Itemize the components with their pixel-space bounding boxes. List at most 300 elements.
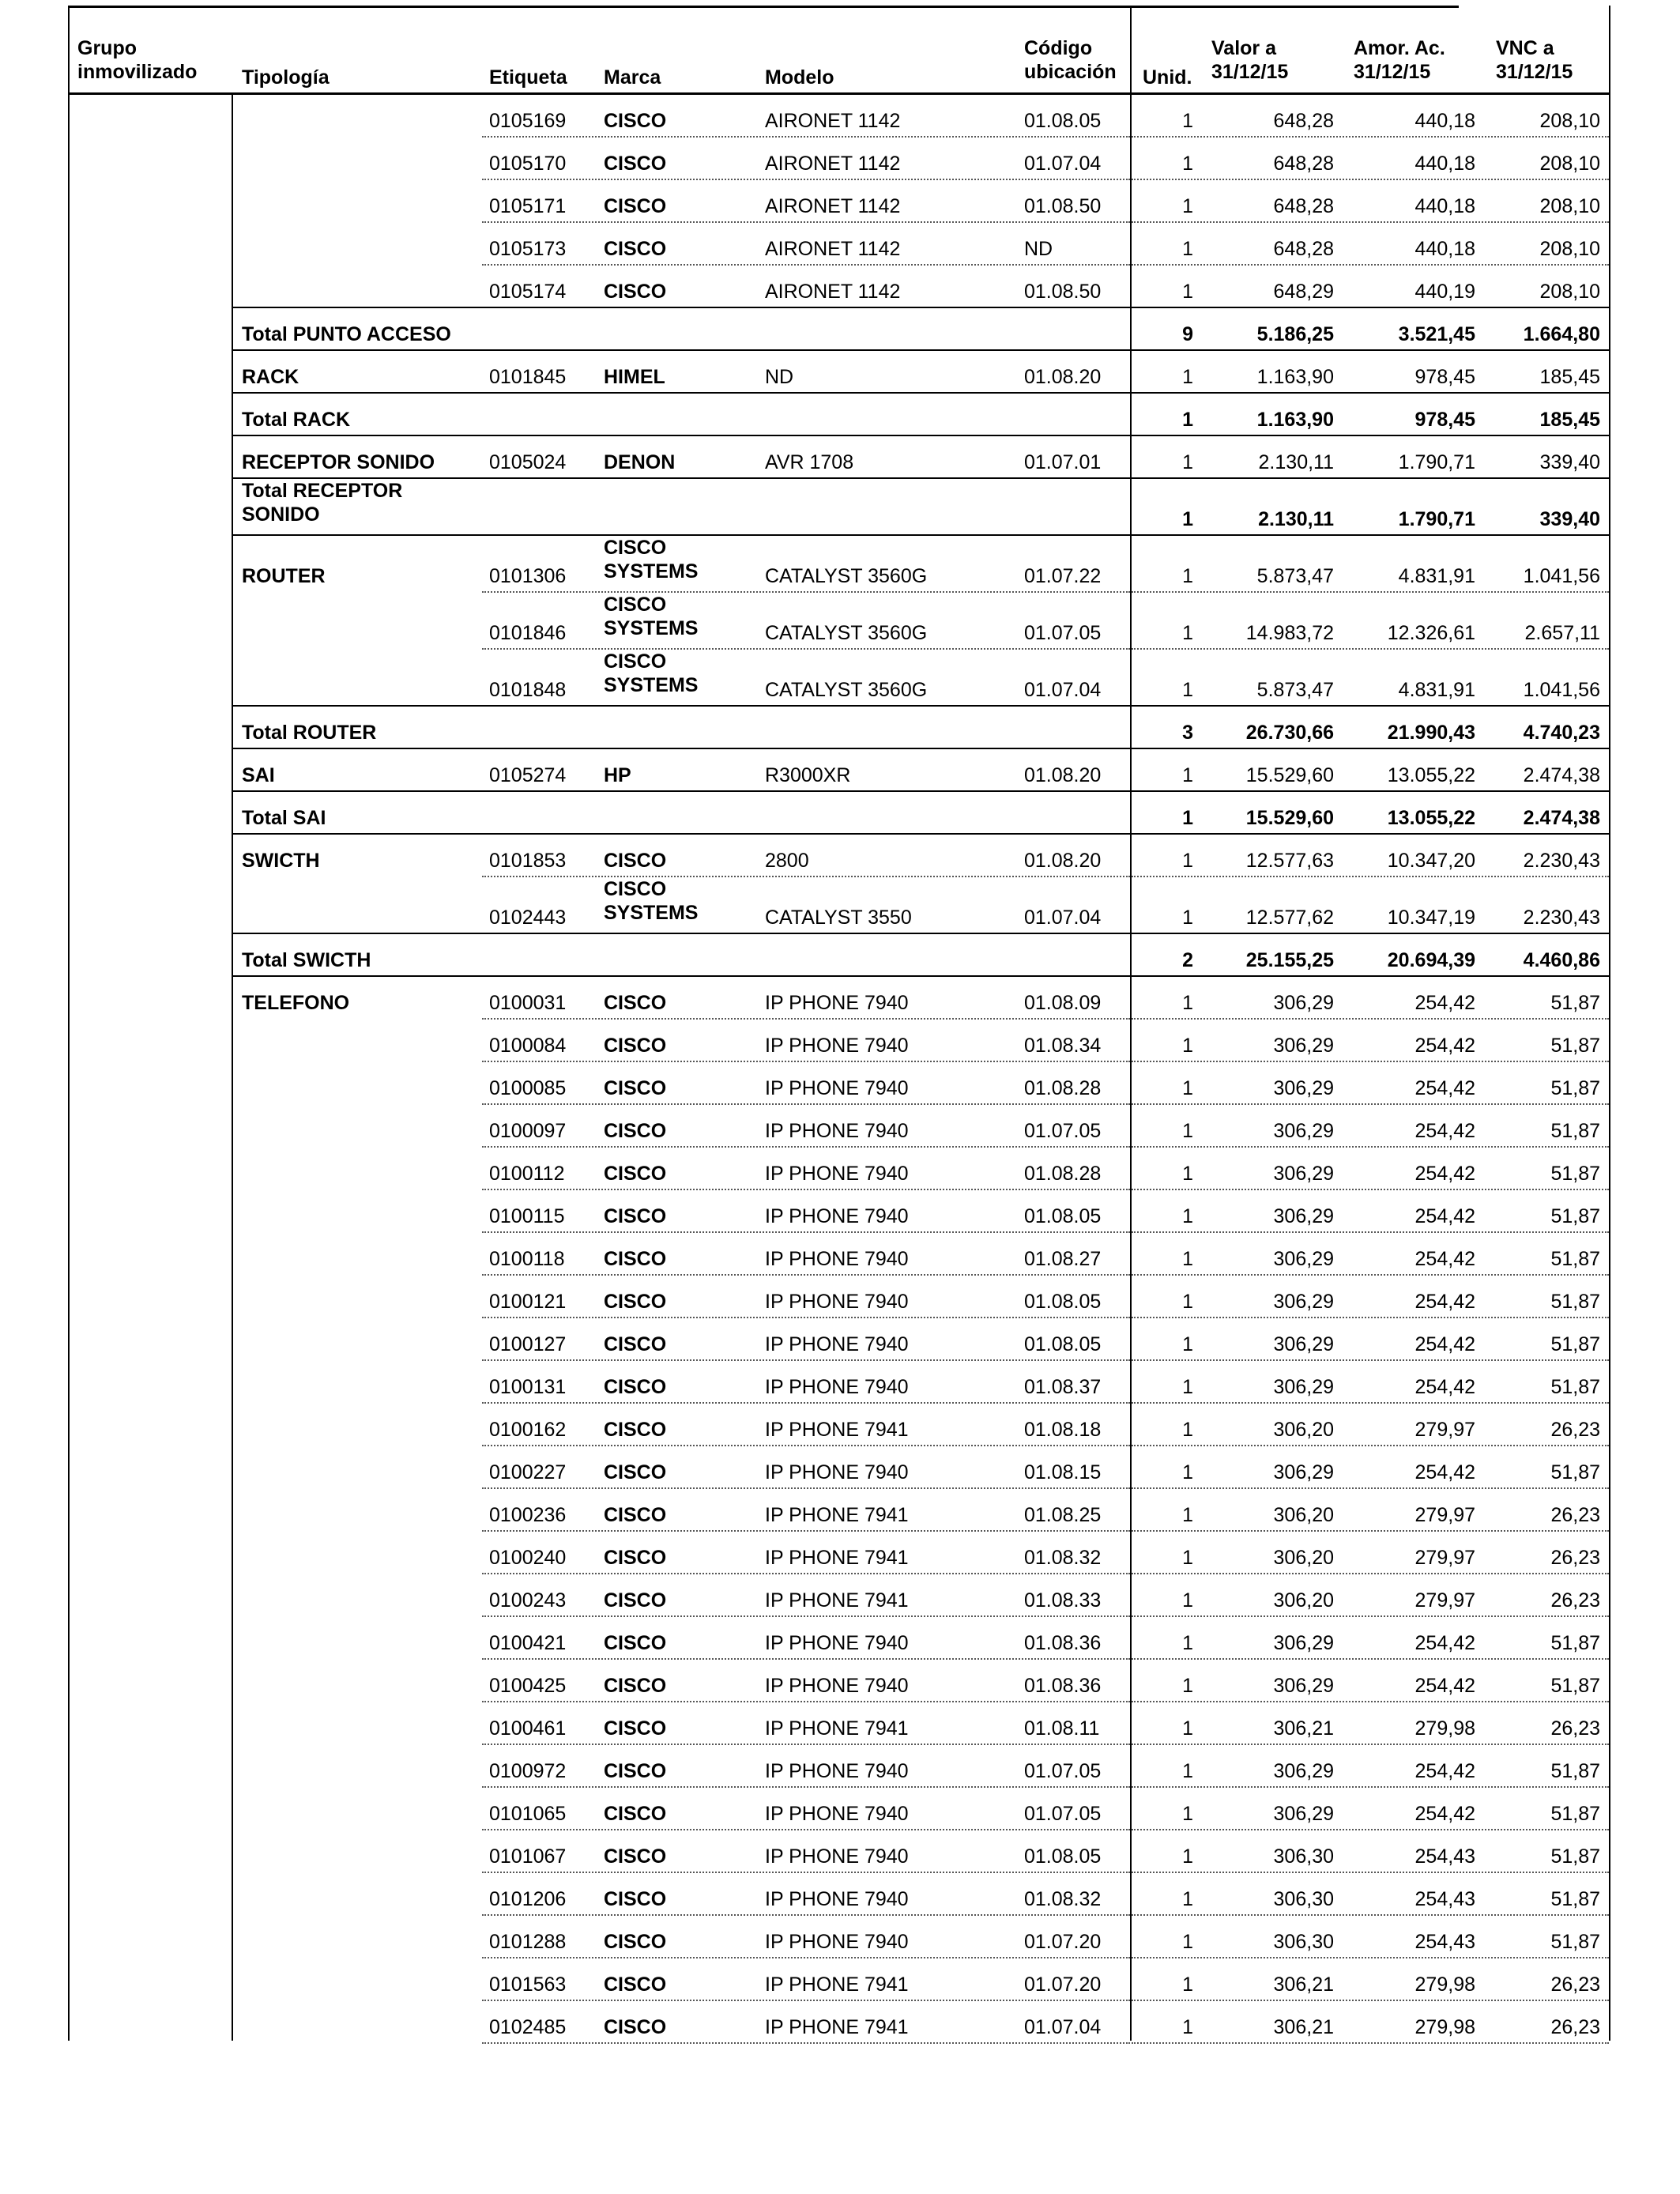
unid-cell: 1 <box>1182 1760 1193 1782</box>
modelo-cell: IP PHONE 7941 <box>765 1504 909 1526</box>
row-dotted-separator <box>482 1317 1130 1318</box>
valor-cell: 306,29 <box>1273 1461 1334 1483</box>
modelo-cell: IP PHONE 7940 <box>765 1248 909 1270</box>
etiqueta-cell: 0100121 <box>489 1291 567 1313</box>
amor-cell: 440,18 <box>1414 238 1475 260</box>
valor-cell: 306,21 <box>1273 2016 1334 2038</box>
unid-cell: 1 <box>1182 1803 1193 1825</box>
row-dotted-separator <box>1132 221 1609 223</box>
unid-cell: 1 <box>1182 1547 1193 1569</box>
row-dotted-separator <box>482 1487 1130 1489</box>
row-dotted-separator <box>482 1872 1130 1873</box>
unid-cell: 1 <box>1182 1035 1193 1057</box>
row-dotted-separator <box>482 264 1130 266</box>
amor-cell: 254,43 <box>1414 1931 1475 1953</box>
unid-cell: 1 <box>1182 1419 1193 1441</box>
modelo-cell: IP PHONE 7941 <box>765 2016 909 2038</box>
unid-cell: 1 <box>1182 1632 1193 1654</box>
amor-cell: 254,42 <box>1414 1291 1475 1313</box>
codigo-cell: 01.08.05 <box>1024 1291 1102 1313</box>
unid-cell: 1 <box>1182 1248 1193 1270</box>
amor-cell: 254,43 <box>1414 1888 1475 1910</box>
etiqueta-cell: 0100127 <box>489 1333 567 1355</box>
row-dotted-separator <box>1132 264 1609 266</box>
etiqueta-cell: 0100243 <box>489 1589 567 1612</box>
amor-cell: 10.347,20 <box>1387 850 1475 872</box>
unid-cell: 1 <box>1182 1931 1193 1953</box>
row-dotted-separator <box>482 1103 1130 1105</box>
modelo-cell: ND <box>765 366 794 388</box>
vnc-cell: 51,87 <box>1550 1333 1600 1355</box>
amor-cell: 254,42 <box>1414 1077 1475 1099</box>
unid-cell: 1 <box>1182 1205 1193 1227</box>
marca-cell: CISCO <box>604 2016 667 2038</box>
amor-cell: 279,97 <box>1414 1419 1475 1441</box>
valor-cell: 306,30 <box>1273 1931 1334 1953</box>
valor-cell: 306,29 <box>1273 1077 1334 1099</box>
header-vnc: VNC a 31/12/15 <box>1496 37 1573 83</box>
marca-cell: CISCO SYSTEMS <box>604 878 699 924</box>
valor-cell: 2.130,11 <box>1258 451 1334 473</box>
etiqueta-cell: 0100421 <box>489 1632 567 1654</box>
row-dotted-separator <box>1132 591 1609 593</box>
amor-cell: 254,42 <box>1414 1120 1475 1142</box>
tipologia-label: TELEFONO <box>242 992 350 1014</box>
unid-cell: 1 <box>1182 1461 1193 1483</box>
modelo-cell: IP PHONE 7940 <box>765 1931 909 1953</box>
vnc-cell: 26,23 <box>1550 1419 1600 1441</box>
row-dotted-separator <box>1132 876 1609 877</box>
amor-cell: 254,42 <box>1414 1461 1475 1483</box>
unid-cell: 1 <box>1182 850 1193 872</box>
vnc-cell: 26,23 <box>1550 1717 1600 1740</box>
row-dotted-separator <box>482 1231 1130 1233</box>
valor-cell: 648,28 <box>1273 153 1334 175</box>
marca-cell: DENON <box>604 451 676 473</box>
marca-cell: CISCO <box>604 1419 667 1441</box>
row-dotted-separator <box>1132 1786 1609 1788</box>
row-dotted-separator <box>1132 648 1609 650</box>
row-dotted-separator <box>1132 179 1609 180</box>
total-unid: 1 <box>1182 807 1193 829</box>
vnc-cell: 51,87 <box>1550 1888 1600 1910</box>
vnc-cell: 51,87 <box>1550 1845 1600 1868</box>
vnc-cell: 51,87 <box>1550 1675 1600 1697</box>
codigo-cell: 01.07.01 <box>1024 451 1102 473</box>
amor-cell: 254,43 <box>1414 1845 1475 1868</box>
total-label: Total SWICTH <box>242 949 371 971</box>
row-dotted-separator <box>482 591 1130 593</box>
etiqueta-cell: 0105024 <box>489 451 567 473</box>
header-tipologia: Tipología <box>242 66 330 89</box>
row-dotted-separator <box>1132 1231 1609 1233</box>
vnc-cell: 26,23 <box>1550 1973 1600 1996</box>
unid-cell: 1 <box>1182 1163 1193 1185</box>
row-dotted-separator <box>1132 1061 1609 1062</box>
modelo-cell: IP PHONE 7940 <box>765 1675 909 1697</box>
row-dotted-separator <box>482 1530 1130 1532</box>
row-dotted-separator <box>1132 2000 1609 2001</box>
etiqueta-cell: 0101845 <box>489 366 567 388</box>
codigo-cell: 01.08.32 <box>1024 1547 1102 1569</box>
row-dotted-separator <box>1132 1914 1609 1916</box>
amor-cell: 254,42 <box>1414 1675 1475 1697</box>
vnc-cell: 51,87 <box>1550 1931 1600 1953</box>
row-dotted-separator <box>482 876 1130 877</box>
row-dotted-separator <box>1132 1103 1609 1105</box>
row-dotted-separator <box>1132 1274 1609 1276</box>
amor-cell: 254,42 <box>1414 1376 1475 1398</box>
marca-cell: CISCO <box>604 1973 667 1996</box>
codigo-cell: 01.08.20 <box>1024 366 1102 388</box>
marca-cell: CISCO <box>604 1931 667 1953</box>
marca-cell: CISCO <box>604 1077 667 1099</box>
left-border <box>68 6 70 2041</box>
vnc-cell: 51,87 <box>1550 1077 1600 1099</box>
unid-cell: 1 <box>1182 679 1193 701</box>
row-dotted-separator <box>1132 1359 1609 1361</box>
valor-cell: 15.529,60 <box>1245 764 1334 786</box>
etiqueta-cell: 0101563 <box>489 1973 567 1996</box>
row-dotted-separator <box>482 2042 1130 2044</box>
valor-cell: 5.873,47 <box>1256 565 1334 587</box>
marca-cell: CISCO <box>604 153 667 175</box>
etiqueta-cell: 0105169 <box>489 110 567 132</box>
total-amor: 978,45 <box>1414 409 1475 431</box>
row-dotted-separator <box>482 1146 1130 1148</box>
amor-cell: 13.055,22 <box>1387 764 1475 786</box>
modelo-cell: CATALYST 3550 <box>765 907 912 929</box>
amor-cell: 254,42 <box>1414 1632 1475 1654</box>
amor-cell: 254,42 <box>1414 1035 1475 1057</box>
valor-cell: 306,29 <box>1273 1248 1334 1270</box>
row-dotted-separator <box>482 1957 1130 1958</box>
valor-cell: 306,29 <box>1273 1120 1334 1142</box>
modelo-cell: AIRONET 1142 <box>765 281 901 303</box>
row-dotted-separator <box>482 1573 1130 1574</box>
vnc-cell: 339,40 <box>1539 451 1600 473</box>
codigo-cell: 01.07.05 <box>1024 622 1102 644</box>
modelo-cell: IP PHONE 7940 <box>765 1291 909 1313</box>
row-dotted-separator <box>482 136 1130 138</box>
valor-cell: 306,20 <box>1273 1419 1334 1441</box>
vnc-cell: 51,87 <box>1550 1120 1600 1142</box>
valor-cell: 648,29 <box>1273 281 1334 303</box>
vnc-cell: 26,23 <box>1550 1547 1600 1569</box>
row-dotted-separator <box>1132 1317 1609 1318</box>
unid-cell: 1 <box>1182 195 1193 217</box>
vnc-cell: 51,87 <box>1550 1205 1600 1227</box>
etiqueta-cell: 0101288 <box>489 1931 567 1953</box>
codigo-cell: 01.08.36 <box>1024 1675 1102 1697</box>
etiqueta-cell: 0100084 <box>489 1035 567 1057</box>
amor-cell: 254,42 <box>1414 1803 1475 1825</box>
valor-cell: 14.983,72 <box>1245 622 1334 644</box>
vnc-cell: 51,87 <box>1550 1248 1600 1270</box>
etiqueta-cell: 0100031 <box>489 992 567 1014</box>
unid-cell: 1 <box>1182 1973 1193 1996</box>
amor-cell: 254,42 <box>1414 1333 1475 1355</box>
valor-cell: 306,29 <box>1273 1205 1334 1227</box>
tipologia-label: SWICTH <box>242 850 320 872</box>
row-dotted-separator <box>482 1615 1130 1617</box>
modelo-cell: IP PHONE 7940 <box>765 1845 909 1868</box>
marca-cell: CISCO <box>604 1248 667 1270</box>
valor-cell: 648,28 <box>1273 195 1334 217</box>
valor-cell: 306,20 <box>1273 1547 1334 1569</box>
amor-cell: 254,42 <box>1414 992 1475 1014</box>
codigo-cell: 01.08.28 <box>1024 1077 1102 1099</box>
unid-cell: 1 <box>1182 366 1193 388</box>
codigo-cell: 01.07.04 <box>1024 907 1102 929</box>
row-dotted-separator <box>1132 1744 1609 1745</box>
total-label: Total RECEPTOR SONIDO <box>242 480 403 526</box>
tipologia-label: RACK <box>242 366 299 388</box>
amor-cell: 440,18 <box>1414 110 1475 132</box>
total-top-border <box>232 790 1610 792</box>
codigo-cell: 01.07.05 <box>1024 1803 1102 1825</box>
total-vnc: 339,40 <box>1539 508 1600 530</box>
amor-cell: 279,98 <box>1414 2016 1475 2038</box>
row-dotted-separator <box>482 1914 1130 1916</box>
etiqueta-cell: 0100118 <box>489 1248 565 1270</box>
codigo-cell: 01.08.09 <box>1024 992 1102 1014</box>
row-dotted-separator <box>1132 2042 1609 2044</box>
total-bottom-border <box>232 833 1610 835</box>
marca-cell: CISCO <box>604 1504 667 1526</box>
total-unid: 2 <box>1182 949 1193 971</box>
unid-cell: 1 <box>1182 1589 1193 1612</box>
total-label: Total SAI <box>242 807 326 829</box>
marca-cell: CISCO <box>604 1760 667 1782</box>
amor-cell: 440,18 <box>1414 153 1475 175</box>
etiqueta-cell: 0100240 <box>489 1547 567 1569</box>
total-valor: 2.130,11 <box>1258 508 1334 530</box>
modelo-cell: CATALYST 3560G <box>765 565 928 587</box>
codigo-cell: 01.08.27 <box>1024 1248 1102 1270</box>
row-dotted-separator <box>482 1744 1130 1745</box>
codigo-cell: 01.08.50 <box>1024 281 1102 303</box>
row-dotted-separator <box>1132 1957 1609 1958</box>
row-dotted-separator <box>482 1658 1130 1660</box>
codigo-cell: 01.08.11 <box>1024 1717 1100 1740</box>
etiqueta-cell: 0100236 <box>489 1504 567 1526</box>
total-unid: 1 <box>1182 508 1193 530</box>
unid-cell: 1 <box>1182 1717 1193 1740</box>
total-bottom-border <box>232 975 1610 977</box>
total-bottom-border <box>232 349 1610 351</box>
etiqueta-cell: 0100972 <box>489 1760 567 1782</box>
marca-cell: CISCO <box>604 1717 667 1740</box>
codigo-cell: 01.07.05 <box>1024 1120 1102 1142</box>
amor-cell: 254,42 <box>1414 1760 1475 1782</box>
modelo-cell: R3000XR <box>765 764 851 786</box>
unid-cell: 1 <box>1182 992 1193 1014</box>
modelo-cell: IP PHONE 7940 <box>765 1888 909 1910</box>
amor-cell: 254,42 <box>1414 1205 1475 1227</box>
total-top-border <box>232 392 1610 394</box>
vnc-cell: 51,87 <box>1550 1803 1600 1825</box>
total-label: Total ROUTER <box>242 722 377 744</box>
vnc-cell: 51,87 <box>1550 1760 1600 1782</box>
vnc-cell: 51,87 <box>1550 1291 1600 1313</box>
marca-cell: CISCO <box>604 1035 667 1057</box>
etiqueta-cell: 0101206 <box>489 1888 567 1910</box>
vnc-cell: 26,23 <box>1550 1589 1600 1612</box>
modelo-cell: IP PHONE 7940 <box>765 1461 909 1483</box>
row-dotted-separator <box>1132 1018 1609 1020</box>
unid-cell: 1 <box>1182 1120 1193 1142</box>
total-valor: 26.730,66 <box>1245 722 1334 744</box>
total-valor: 15.529,60 <box>1245 807 1334 829</box>
marca-cell: CISCO <box>604 281 667 303</box>
modelo-cell: IP PHONE 7940 <box>765 1077 909 1099</box>
marca-cell: CISCO SYSTEMS <box>604 594 699 639</box>
marca-cell: CISCO <box>604 1589 667 1612</box>
etiqueta-cell: 0101846 <box>489 622 567 644</box>
valor-cell: 306,21 <box>1273 1717 1334 1740</box>
amor-cell: 279,98 <box>1414 1717 1475 1740</box>
modelo-cell: AIRONET 1142 <box>765 153 901 175</box>
row-dotted-separator <box>482 1189 1130 1190</box>
etiqueta-cell: 0105170 <box>489 153 567 175</box>
header-unid: Unid. <box>1143 66 1192 89</box>
row-dotted-separator <box>482 1274 1130 1276</box>
modelo-cell: IP PHONE 7940 <box>765 1205 909 1227</box>
table-top-border <box>68 6 1459 8</box>
modelo-cell: CATALYST 3560G <box>765 679 928 701</box>
header-valor: Valor a 31/12/15 <box>1211 37 1289 83</box>
modelo-cell: 2800 <box>765 850 809 872</box>
row-dotted-separator <box>482 179 1130 180</box>
row-dotted-separator <box>1132 1872 1609 1873</box>
marca-cell: CISCO <box>604 1205 667 1227</box>
etiqueta-cell: 0100115 <box>489 1205 565 1227</box>
modelo-cell: IP PHONE 7940 <box>765 1376 909 1398</box>
vnc-cell: 208,10 <box>1539 281 1600 303</box>
modelo-cell: IP PHONE 7940 <box>765 992 909 1014</box>
row-dotted-separator <box>1132 1829 1609 1830</box>
row-dotted-separator <box>1132 136 1609 138</box>
row-dotted-separator <box>482 1061 1130 1062</box>
unid-cell: 1 <box>1182 1077 1193 1099</box>
marca-cell: CISCO <box>604 1376 667 1398</box>
amor-cell: 279,97 <box>1414 1504 1475 1526</box>
marca-cell: CISCO <box>604 1333 667 1355</box>
marca-cell: CISCO <box>604 1632 667 1654</box>
modelo-cell: IP PHONE 7940 <box>765 1035 909 1057</box>
valor-cell: 306,30 <box>1273 1888 1334 1910</box>
valor-cell: 306,29 <box>1273 1803 1334 1825</box>
tipologia-label: RECEPTOR SONIDO <box>242 451 435 473</box>
etiqueta-cell: 0105274 <box>489 764 567 786</box>
row-dotted-separator <box>482 1402 1130 1404</box>
marca-cell: CISCO <box>604 1845 667 1868</box>
marca-cell: CISCO SYSTEMS <box>604 650 699 696</box>
marca-cell: CISCO SYSTEMS <box>604 537 699 582</box>
valor-cell: 5.873,47 <box>1256 679 1334 701</box>
vnc-cell: 51,87 <box>1550 1035 1600 1057</box>
modelo-cell: IP PHONE 7941 <box>765 1973 909 1996</box>
amor-cell: 254,42 <box>1414 1163 1475 1185</box>
marca-cell: CISCO <box>604 992 667 1014</box>
modelo-cell: IP PHONE 7941 <box>765 1419 909 1441</box>
header-etiqueta: Etiqueta <box>489 66 567 89</box>
total-unid: 1 <box>1182 409 1193 431</box>
row-dotted-separator <box>482 221 1130 223</box>
total-valor: 1.163,90 <box>1256 409 1334 431</box>
vnc-cell: 2.657,11 <box>1524 622 1600 644</box>
header-modelo: Modelo <box>765 66 834 89</box>
marca-cell: CISCO <box>604 1803 667 1825</box>
total-valor: 25.155,25 <box>1245 949 1334 971</box>
marca-cell: CISCO <box>604 195 667 217</box>
marca-cell: CISCO <box>604 1120 667 1142</box>
etiqueta-cell: 0101306 <box>489 565 567 587</box>
valor-cell: 306,29 <box>1273 1760 1334 1782</box>
amor-cell: 4.831,91 <box>1398 679 1475 701</box>
total-unid: 3 <box>1182 722 1193 744</box>
unid-cell: 1 <box>1182 281 1193 303</box>
total-top-border <box>232 307 1610 308</box>
unid-cell: 1 <box>1182 451 1193 473</box>
codigo-cell: 01.08.18 <box>1024 1419 1102 1441</box>
grupo-column-divider <box>232 92 233 2041</box>
vnc-cell: 185,45 <box>1539 366 1600 388</box>
codigo-cell: 01.07.20 <box>1024 1931 1102 1953</box>
header-codigo: Código ubicación <box>1024 37 1117 83</box>
unid-cell: 1 <box>1182 622 1193 644</box>
total-vnc: 185,45 <box>1539 409 1600 431</box>
modelo-cell: CATALYST 3560G <box>765 622 928 644</box>
modelo-cell: IP PHONE 7940 <box>765 1163 909 1185</box>
amor-cell: 440,19 <box>1414 281 1475 303</box>
amor-cell: 12.326,61 <box>1387 622 1475 644</box>
etiqueta-cell: 0100227 <box>489 1461 567 1483</box>
row-dotted-separator <box>1132 1189 1609 1190</box>
row-dotted-separator <box>482 1829 1130 1830</box>
codigo-cell: 01.08.28 <box>1024 1163 1102 1185</box>
codigo-cell: 01.07.20 <box>1024 1973 1102 1996</box>
modelo-cell: IP PHONE 7941 <box>765 1547 909 1569</box>
etiqueta-cell: 0100097 <box>489 1120 567 1142</box>
codigo-cell: 01.08.33 <box>1024 1589 1102 1612</box>
etiqueta-cell: 0100162 <box>489 1419 567 1441</box>
total-vnc: 4.460,86 <box>1523 949 1600 971</box>
vnc-cell: 2.474,38 <box>1523 764 1600 786</box>
modelo-cell: IP PHONE 7940 <box>765 1632 909 1654</box>
valor-cell: 648,28 <box>1273 238 1334 260</box>
amor-cell: 4.831,91 <box>1398 565 1475 587</box>
marca-cell: CISCO <box>604 1547 667 1569</box>
valor-cell: 648,28 <box>1273 110 1334 132</box>
total-amor: 3.521,45 <box>1398 323 1475 345</box>
vnc-cell: 2.230,43 <box>1523 907 1600 929</box>
etiqueta-cell: 0105174 <box>489 281 567 303</box>
etiqueta-cell: 0105173 <box>489 238 567 260</box>
vnc-cell: 208,10 <box>1539 195 1600 217</box>
valor-cell: 306,29 <box>1273 992 1334 1014</box>
unid-cell: 1 <box>1182 153 1193 175</box>
valor-cell: 306,20 <box>1273 1504 1334 1526</box>
amor-cell: 440,18 <box>1414 195 1475 217</box>
vnc-cell: 2.230,43 <box>1523 850 1600 872</box>
valor-cell: 306,30 <box>1273 1845 1334 1868</box>
tipologia-label: SAI <box>242 764 275 786</box>
valor-cell: 306,29 <box>1273 1163 1334 1185</box>
etiqueta-cell: 0100112 <box>489 1163 565 1185</box>
total-top-border <box>232 477 1610 479</box>
